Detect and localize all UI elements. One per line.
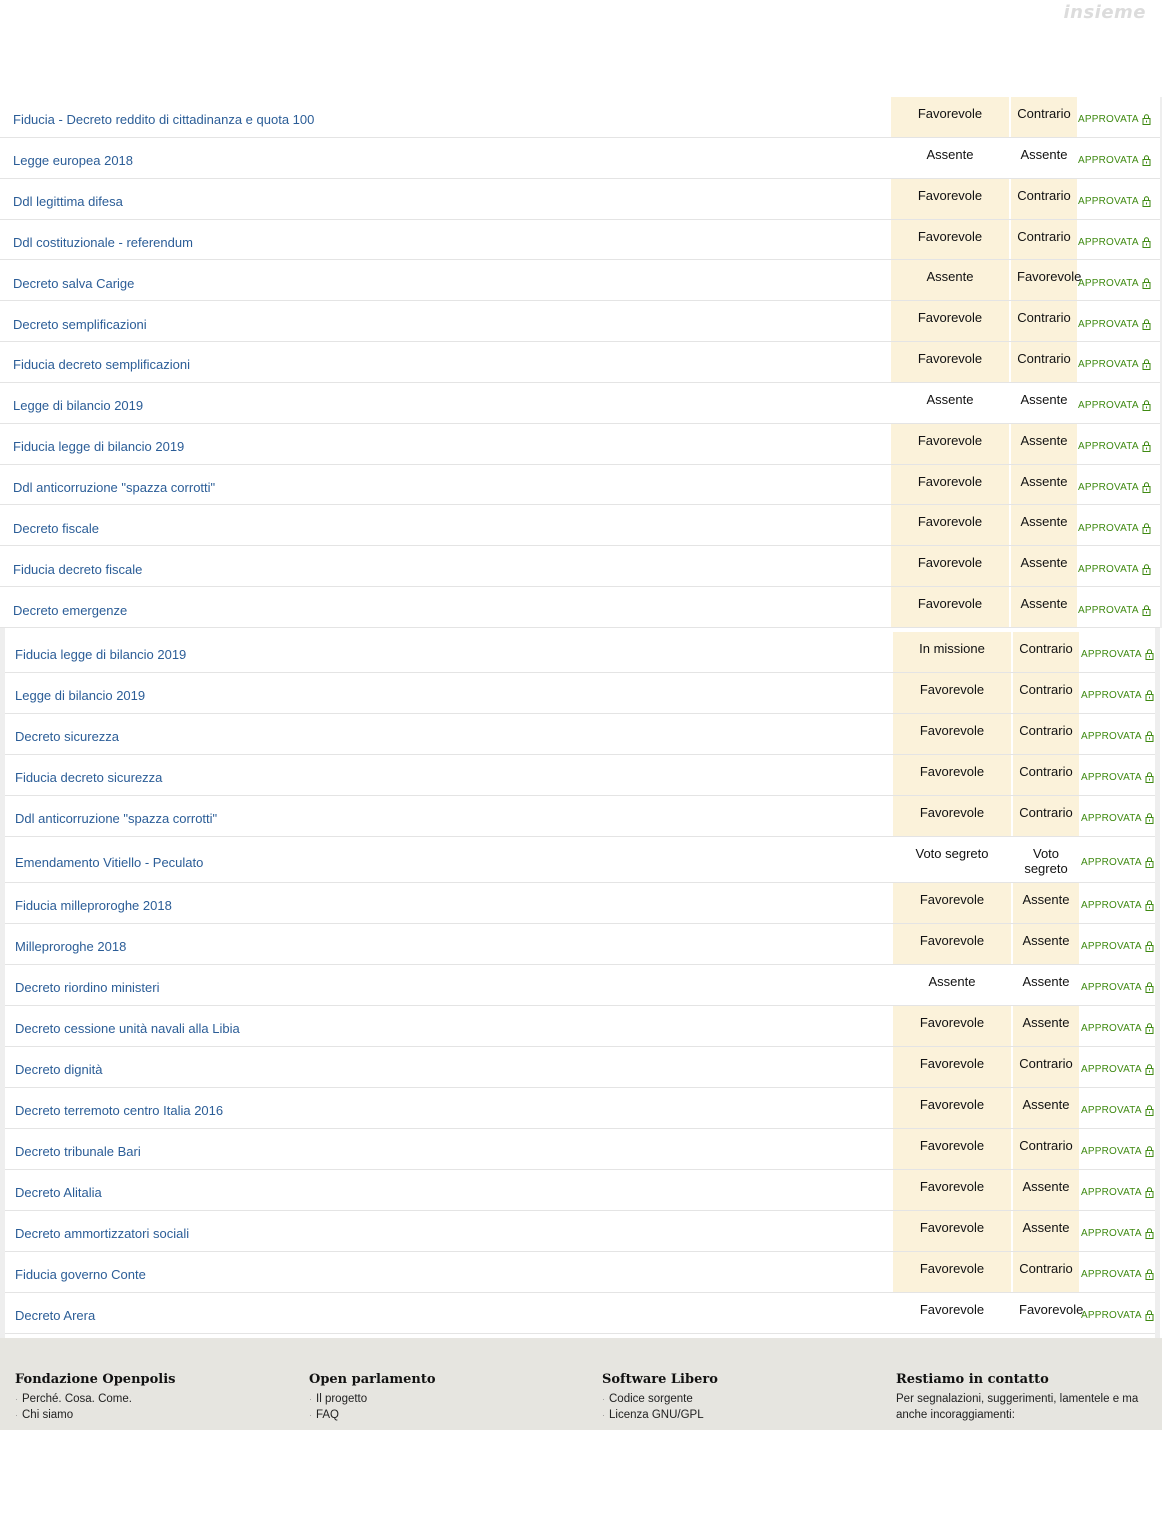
vote-cell-2: Assente bbox=[1020, 391, 1068, 407]
footer-col-parlamento bbox=[309, 1372, 436, 1423]
vote-title-link[interactable]: Decreto tribunale Bari bbox=[15, 1144, 141, 1160]
footer-contact-text: Per segnalazioni, suggerimenti, lamentele e ma anche incoraggiamenti: bbox=[896, 1393, 1139, 1421]
status-label: APPROVATA bbox=[1081, 1187, 1142, 1199]
vote-cell-1: Favorevole bbox=[891, 301, 1009, 341]
vote-cell-1: Favorevole bbox=[893, 755, 1011, 795]
vote-row bbox=[5, 1088, 1155, 1129]
vote-cell-1: Favorevole bbox=[891, 587, 1009, 627]
vote-title-link[interactable]: Decreto salva Carige bbox=[13, 275, 135, 291]
vote-cell-2: Assente bbox=[1011, 505, 1077, 545]
footer-link[interactable]: · FAQ bbox=[309, 1409, 340, 1421]
status-approved-link[interactable] bbox=[1081, 1129, 1154, 1169]
vote-cell-1: In missione bbox=[893, 632, 1011, 672]
footer-link[interactable]: · Perché. Cosa. Come. bbox=[15, 1393, 132, 1405]
status-label: APPROVATA bbox=[1078, 196, 1139, 208]
vote-title-link[interactable]: Ddl costituzionale - referendum bbox=[13, 234, 193, 250]
lock-icon bbox=[1142, 523, 1151, 534]
vote-cell-2: Contrario bbox=[1013, 1129, 1079, 1169]
status-approved-link[interactable] bbox=[1078, 301, 1151, 341]
vote-cell-1: Favorevole bbox=[893, 1006, 1011, 1046]
status-label: APPROVATA bbox=[1081, 1064, 1142, 1076]
status-label: APPROVATA bbox=[1078, 359, 1139, 371]
vote-row bbox=[5, 632, 1155, 673]
footer-col-software bbox=[602, 1372, 718, 1423]
status-approved-link[interactable] bbox=[1081, 1088, 1154, 1128]
lock-icon bbox=[1142, 237, 1151, 248]
vote-cell-1: Favorevole bbox=[893, 1170, 1011, 1210]
vote-cell-2: Assente bbox=[1011, 465, 1077, 505]
vote-row bbox=[5, 673, 1155, 714]
vote-title-link[interactable]: Legge europea 2018 bbox=[13, 153, 134, 169]
vote-title-link[interactable]: Decreto riordino ministeri bbox=[15, 980, 160, 996]
vote-cell-1: Assente bbox=[926, 391, 974, 407]
vote-cell-1: Favorevole bbox=[891, 179, 1009, 219]
status-label: APPROVATA bbox=[1081, 1105, 1142, 1117]
footer bbox=[0, 1338, 1162, 1430]
votes-block-1 bbox=[0, 97, 1162, 628]
lock-icon bbox=[1145, 1269, 1154, 1280]
vote-cell-1: Favorevole bbox=[891, 424, 1009, 464]
vote-cell-2: Assente bbox=[1020, 146, 1068, 162]
status-label: APPROVATA bbox=[1081, 856, 1142, 868]
vote-row bbox=[5, 1211, 1155, 1252]
vote-row bbox=[5, 796, 1155, 837]
status-label: APPROVATA bbox=[1078, 563, 1139, 575]
status-label: APPROVATA bbox=[1081, 900, 1142, 912]
vote-cell-2: Assente bbox=[1011, 424, 1077, 464]
status-label: APPROVATA bbox=[1078, 441, 1139, 453]
vote-cell-2: Assente bbox=[1013, 1170, 1079, 1210]
vote-cell-1: Assente bbox=[891, 260, 1009, 300]
vote-row bbox=[0, 260, 1160, 301]
vote-row bbox=[0, 424, 1160, 465]
votes-block-2 bbox=[0, 628, 1160, 1354]
status-label: APPROVATA bbox=[1078, 236, 1139, 248]
vote-cell-2: Contrario bbox=[1011, 301, 1077, 341]
vote-title-link[interactable]: Fiducia governo Conte bbox=[15, 1267, 146, 1283]
vote-cell-2: Contrario bbox=[1011, 97, 1077, 137]
vote-title-link[interactable]: Emendamento Vitiello - Peculato bbox=[15, 854, 204, 870]
vote-row bbox=[5, 1293, 1155, 1334]
status-approved-link[interactable] bbox=[1081, 632, 1154, 672]
lock-icon bbox=[1145, 941, 1154, 952]
vote-cell-2: Favorevole bbox=[1019, 1301, 1084, 1317]
footer-link[interactable]: · Codice sorgente bbox=[602, 1393, 693, 1405]
lock-icon bbox=[1142, 114, 1151, 125]
footer-link[interactable]: · Licenza GNU/GPL bbox=[602, 1409, 704, 1421]
footer-col-openpolis bbox=[15, 1372, 176, 1423]
vote-row bbox=[0, 383, 1160, 424]
vote-cell-2: Assente bbox=[1013, 1088, 1079, 1128]
vote-row bbox=[0, 587, 1160, 628]
footer-title: Restiamo in contatto bbox=[896, 1372, 1049, 1387]
status-approved-link[interactable] bbox=[1078, 138, 1151, 178]
lock-icon bbox=[1142, 482, 1151, 493]
status-label: APPROVATA bbox=[1081, 690, 1142, 702]
vote-cell-2: Voto segreto bbox=[1024, 845, 1068, 876]
status-label: APPROVATA bbox=[1078, 604, 1139, 616]
vote-cell-2: Contrario bbox=[1013, 755, 1079, 795]
vote-title-link[interactable]: Legge di bilancio 2019 bbox=[15, 688, 146, 704]
vote-cell-1: Favorevole bbox=[893, 1047, 1011, 1087]
status-approved-link[interactable] bbox=[1078, 587, 1151, 627]
vote-cell-1: Favorevole bbox=[893, 883, 1011, 923]
status-approved-link[interactable] bbox=[1081, 1047, 1154, 1087]
vote-row bbox=[0, 465, 1160, 506]
vote-title-link[interactable]: Ddl legittima difesa bbox=[13, 194, 123, 210]
vote-row bbox=[5, 1129, 1155, 1170]
status-label: APPROVATA bbox=[1081, 1269, 1142, 1281]
vote-cell-2: Assente bbox=[1022, 973, 1070, 989]
status-label: APPROVATA bbox=[1078, 400, 1139, 412]
vote-cell-2: Contrario bbox=[1013, 796, 1079, 836]
lock-icon bbox=[1145, 1064, 1154, 1075]
status-approved-link[interactable] bbox=[1081, 796, 1154, 836]
vote-cell-1: Favorevole bbox=[893, 1211, 1011, 1251]
vote-row bbox=[0, 301, 1160, 342]
vote-row bbox=[0, 138, 1160, 179]
lock-icon bbox=[1142, 196, 1151, 207]
lock-icon bbox=[1145, 1187, 1154, 1198]
vote-row bbox=[0, 220, 1160, 261]
lock-icon bbox=[1145, 900, 1154, 911]
vote-title-link[interactable]: Decreto sicurezza bbox=[15, 729, 120, 745]
vote-title-link[interactable]: Ddl anticorruzione "spazza corrotti" bbox=[15, 811, 218, 827]
vote-title-link[interactable]: Decreto fiscale bbox=[13, 520, 99, 536]
vote-cell-1: Favorevole bbox=[891, 505, 1009, 545]
vote-title-link[interactable]: Decreto cessione unità navali alla Libia bbox=[15, 1021, 240, 1037]
status-label: APPROVATA bbox=[1081, 1310, 1142, 1322]
status-label: APPROVATA bbox=[1081, 1228, 1142, 1240]
lock-icon bbox=[1145, 772, 1154, 783]
vote-cell-2: Contrario bbox=[1011, 220, 1077, 260]
vote-row bbox=[5, 1252, 1155, 1293]
vote-row bbox=[0, 505, 1160, 546]
status-label: APPROVATA bbox=[1078, 318, 1139, 330]
vote-cell-1: Favorevole bbox=[893, 1129, 1011, 1169]
vote-cell-2: Assente bbox=[1011, 546, 1077, 586]
status-label: APPROVATA bbox=[1081, 941, 1142, 953]
vote-row bbox=[5, 924, 1155, 965]
status-label: APPROVATA bbox=[1081, 731, 1142, 743]
status-label: APPROVATA bbox=[1078, 482, 1139, 494]
vote-row bbox=[5, 965, 1155, 1006]
lock-icon bbox=[1142, 319, 1151, 330]
status-approved-link[interactable] bbox=[1078, 220, 1151, 260]
vote-cell-2: Contrario bbox=[1011, 342, 1077, 382]
status-label: APPROVATA bbox=[1078, 522, 1139, 534]
lock-icon bbox=[1142, 155, 1151, 166]
status-approved-link[interactable] bbox=[1081, 714, 1154, 754]
status-approved-link[interactable] bbox=[1078, 342, 1151, 382]
lock-icon bbox=[1142, 564, 1151, 575]
vote-cell-1: Favorevole bbox=[891, 342, 1009, 382]
status-approved-link[interactable] bbox=[1081, 883, 1154, 923]
vote-title-link[interactable]: Decreto emergenze bbox=[13, 602, 128, 618]
lock-icon bbox=[1142, 400, 1151, 411]
vote-title-link[interactable]: Decreto semplificazioni bbox=[13, 316, 147, 332]
status-label: APPROVATA bbox=[1078, 155, 1139, 167]
vote-cell-1: Favorevole bbox=[893, 796, 1011, 836]
vote-row bbox=[5, 837, 1155, 883]
vote-cell-1: Favorevole bbox=[893, 924, 1011, 964]
status-approved-link[interactable] bbox=[1081, 1252, 1154, 1292]
status-approved-link[interactable] bbox=[1078, 260, 1151, 300]
vote-title-link[interactable]: Fiducia decreto sicurezza bbox=[15, 770, 163, 786]
status-label: APPROVATA bbox=[1081, 649, 1142, 661]
vote-cell-2: Contrario bbox=[1013, 1252, 1079, 1292]
status-approved-link[interactable] bbox=[1078, 97, 1151, 137]
footer-link[interactable]: · Il progetto bbox=[309, 1393, 368, 1405]
status-approved-link[interactable] bbox=[1081, 837, 1154, 882]
status-label: APPROVATA bbox=[1081, 772, 1142, 784]
status-approved-link[interactable] bbox=[1081, 755, 1154, 795]
lock-icon bbox=[1145, 649, 1154, 660]
vote-title-link[interactable]: Legge di bilancio 2019 bbox=[13, 398, 144, 414]
vote-row bbox=[0, 179, 1160, 220]
vote-title-link[interactable]: Fiducia decreto semplificazioni bbox=[13, 357, 191, 373]
vote-title-link[interactable]: Fiducia milleproroghe 2018 bbox=[15, 898, 172, 914]
lock-icon bbox=[1145, 690, 1154, 701]
vote-row bbox=[5, 755, 1155, 796]
status-approved-link[interactable] bbox=[1081, 924, 1154, 964]
lock-icon bbox=[1142, 359, 1151, 370]
vote-cell-1: Favorevole bbox=[893, 1252, 1011, 1292]
vote-title-link[interactable]: Decreto Arera bbox=[15, 1308, 96, 1324]
vote-title-link[interactable]: Fiducia decreto fiscale bbox=[13, 561, 143, 577]
vote-cell-1: Favorevole bbox=[891, 220, 1009, 260]
lock-icon bbox=[1145, 857, 1154, 868]
vote-title-link[interactable]: Fiducia legge di bilancio 2019 bbox=[15, 647, 187, 663]
vote-cell-1: Favorevole bbox=[891, 546, 1009, 586]
lock-icon bbox=[1142, 441, 1151, 452]
vote-row bbox=[5, 883, 1155, 924]
vote-cell-1: Assente bbox=[928, 973, 976, 989]
vote-row bbox=[0, 546, 1160, 587]
status-label: APPROVATA bbox=[1081, 982, 1142, 994]
vote-title-link[interactable]: Decreto Alitalia bbox=[15, 1185, 102, 1201]
status-approved-link[interactable] bbox=[1078, 179, 1151, 219]
lock-icon bbox=[1142, 278, 1151, 289]
vote-title-link[interactable]: Decreto terremoto centro Italia 2016 bbox=[15, 1103, 224, 1119]
lock-icon bbox=[1145, 1228, 1154, 1239]
lock-icon bbox=[1145, 1310, 1154, 1321]
status-approved-link[interactable] bbox=[1078, 505, 1151, 545]
lock-icon bbox=[1145, 1146, 1154, 1157]
vote-cell-1: Voto segreto bbox=[915, 845, 989, 861]
votes-table bbox=[0, 97, 1162, 1354]
vote-cell-2: Assente bbox=[1013, 883, 1079, 923]
status-label: APPROVATA bbox=[1078, 277, 1139, 289]
status-approved-link[interactable] bbox=[1081, 1170, 1154, 1210]
lock-icon bbox=[1145, 1105, 1154, 1116]
status-label: APPROVATA bbox=[1081, 1146, 1142, 1158]
footer-col-contact bbox=[896, 1372, 1146, 1423]
vote-row bbox=[5, 714, 1155, 755]
vote-cell-2: Assente bbox=[1013, 924, 1079, 964]
vote-row bbox=[0, 342, 1160, 383]
vote-title-link[interactable]: Decreto ammortizzatori sociali bbox=[15, 1226, 190, 1242]
vote-cell-2: Assente bbox=[1013, 1211, 1079, 1251]
vote-cell-1: Favorevole bbox=[893, 714, 1011, 754]
vote-cell-2: Contrario bbox=[1011, 179, 1077, 219]
footer-link[interactable]: · Chi siamo bbox=[15, 1409, 74, 1421]
lock-icon bbox=[1145, 731, 1154, 742]
lock-icon bbox=[1145, 1023, 1154, 1034]
vote-cell-2: Assente bbox=[1013, 1006, 1079, 1046]
vote-title-link[interactable]: Ddl anticorruzione "spazza corrotti" bbox=[13, 480, 216, 496]
vote-cell-1: Favorevole bbox=[891, 465, 1009, 505]
footer-title: Software Libero bbox=[602, 1372, 718, 1387]
vote-row bbox=[0, 97, 1160, 138]
status-approved-link[interactable] bbox=[1078, 383, 1151, 423]
vote-cell-1: Favorevole bbox=[891, 97, 1009, 137]
vote-cell-2: Contrario bbox=[1013, 714, 1079, 754]
lock-icon bbox=[1145, 813, 1154, 824]
vote-title-link[interactable]: Fiducia - Decreto reddito di cittadinanza e quota 100 bbox=[13, 112, 315, 128]
footer-title: Open parlamento bbox=[309, 1372, 436, 1387]
vote-cell-1: Assente bbox=[926, 146, 974, 162]
vote-row bbox=[5, 1006, 1155, 1047]
vote-title-link[interactable]: Milleproroghe 2018 bbox=[15, 939, 127, 955]
vote-cell-1: Favorevole bbox=[919, 1301, 985, 1317]
vote-cell-2: Contrario bbox=[1013, 1047, 1079, 1087]
lock-icon bbox=[1145, 982, 1154, 993]
status-approved-link[interactable] bbox=[1081, 1211, 1154, 1251]
status-approved-link[interactable] bbox=[1078, 465, 1151, 505]
vote-cell-2: Assente bbox=[1011, 587, 1077, 627]
status-label: APPROVATA bbox=[1078, 114, 1139, 126]
vote-cell-1: Favorevole bbox=[893, 1088, 1011, 1128]
status-approved-link[interactable] bbox=[1081, 965, 1154, 1005]
vote-row bbox=[5, 1047, 1155, 1088]
vote-cell-1: Favorevole bbox=[893, 673, 1011, 713]
lock-icon bbox=[1142, 605, 1151, 616]
status-approved-link[interactable] bbox=[1078, 546, 1151, 586]
brand-logo: insieme bbox=[1063, 2, 1146, 23]
status-approved-link[interactable] bbox=[1078, 424, 1151, 464]
status-approved-link[interactable] bbox=[1081, 1006, 1154, 1046]
vote-cell-2: Favorevole bbox=[1011, 260, 1077, 300]
vote-title-link[interactable]: Fiducia legge di bilancio 2019 bbox=[13, 439, 185, 455]
vote-title-link[interactable]: Decreto dignità bbox=[15, 1062, 103, 1078]
status-approved-link[interactable] bbox=[1081, 673, 1154, 713]
status-label: APPROVATA bbox=[1081, 1023, 1142, 1035]
status-approved-link[interactable] bbox=[1081, 1293, 1154, 1333]
vote-row bbox=[5, 1170, 1155, 1211]
vote-cell-2: Contrario bbox=[1013, 632, 1079, 672]
status-label: APPROVATA bbox=[1081, 813, 1142, 825]
footer-title: Fondazione Openpolis bbox=[15, 1372, 176, 1387]
vote-cell-2: Contrario bbox=[1013, 673, 1079, 713]
